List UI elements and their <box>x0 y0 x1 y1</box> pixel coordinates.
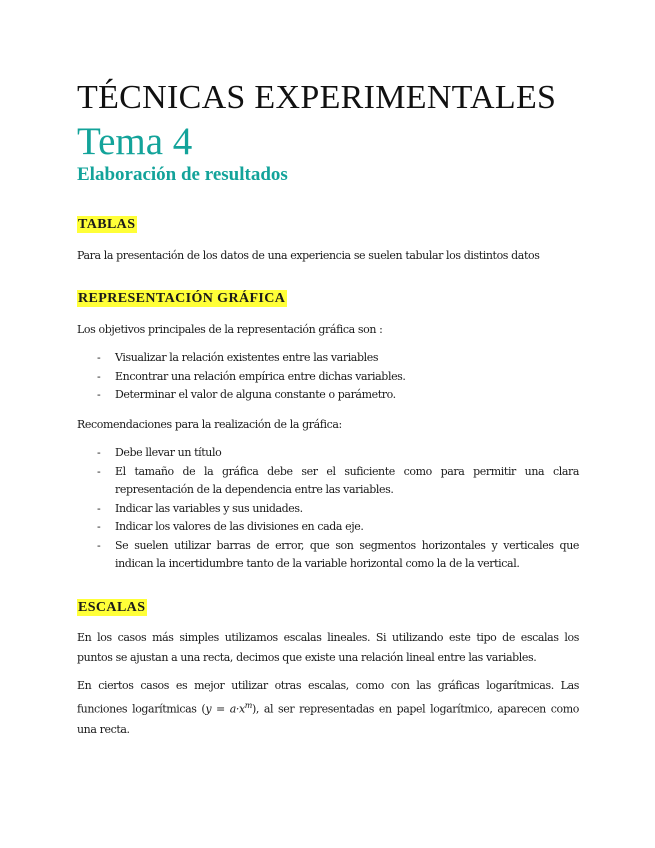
list-item <box>77 518 579 537</box>
list-item <box>77 386 579 405</box>
representacion-intro: Los objetivos principales de la representación gráfica son : <box>77 323 383 336</box>
bullet-dash: - <box>97 388 101 401</box>
heading-escalas-text: ESCALAS <box>78 600 146 615</box>
list-item <box>77 500 579 519</box>
recomendaciones-intro: Recomendaciones para la realización de la gráfica: <box>77 418 342 431</box>
recomendaciones-block <box>77 444 579 574</box>
list-item-text: Determinar el valor de alguna constante o parámetro. <box>115 388 396 401</box>
list-item <box>77 349 579 368</box>
list-item-text: El tamaño de la gráfica debe ser el suficiente como para permitir una clara representación de la dependencia entre las variables. <box>115 464 579 496</box>
list-item-text: Visualizar la relación existentes entre las variables <box>115 351 379 364</box>
bullet-dash: - <box>97 520 101 533</box>
objetivos-list <box>77 349 579 405</box>
list-item-text: Se suelen utilizar barras de error, que son segmentos horizontales y verticales que indican la incertidumbre tanto de la variable horizontal como la de la vertical. <box>115 538 579 570</box>
escalas-p1-block <box>77 628 579 668</box>
topic-number: Tema 4 <box>77 120 193 163</box>
escalas-paragraph-1: En los casos más simples utilizamos escalas lineales. Si utilizando este tipo de escalas los puntos se ajustan a una recta, decimos que existe una relación lineal entre las variables. <box>77 631 579 664</box>
escalas-p2-after: ), al ser representadas en papel logarítmico, aparecen como una recta. <box>77 702 579 736</box>
heading-representacion-text: REPRESENTACIÓN GRÁFICA <box>78 291 286 306</box>
bullet-dash: - <box>97 464 101 478</box>
tablas-section <box>77 246 579 266</box>
formula: y = a·x <box>205 702 245 716</box>
recomendaciones-intro-block <box>77 415 579 435</box>
heading-tablas <box>77 216 579 233</box>
list-item-text: Debe llevar un título <box>115 446 222 459</box>
bullet-dash: - <box>97 501 101 515</box>
list-item-text: Indicar las variables y sus unidades. <box>115 501 303 515</box>
bullet-dash: - <box>97 369 101 383</box>
bullet-dash: - <box>97 446 101 459</box>
escalas-p2-block <box>77 676 579 740</box>
heading-representacion <box>77 290 579 307</box>
list-item-text: Indicar los valores de las divisiones en cada eje. <box>115 520 364 533</box>
heading-escalas <box>77 599 579 616</box>
bullet-dash: - <box>97 538 101 552</box>
list-item <box>77 444 579 463</box>
recomendaciones-list <box>77 444 579 574</box>
list-item <box>77 463 579 500</box>
list-item-text: Encontrar una relación empírica entre dichas variables. <box>115 369 406 383</box>
list-item <box>77 368 579 387</box>
heading-tablas-text: TABLAS <box>78 217 136 232</box>
representacion-intro-block <box>77 320 579 340</box>
document-title: TÉCNICAS EXPERIMENTALES <box>77 79 557 116</box>
tablas-paragraph: Para la presentación de los datos de una experiencia se suelen tabular los distintos datos <box>77 249 540 262</box>
escalas-p2-before: En ciertos casos es mejor utilizar otras escalas, como con las gráficas logarítmicas. Las funciones logarítmicas ( <box>77 679 579 716</box>
formula-exponent: m <box>244 701 252 710</box>
escalas-paragraph-2 <box>77 676 579 740</box>
list-item <box>77 537 579 574</box>
objetivos-block <box>77 349 579 405</box>
topic-subtitle: Elaboración de resultados <box>77 164 288 185</box>
bullet-dash: - <box>97 351 101 364</box>
